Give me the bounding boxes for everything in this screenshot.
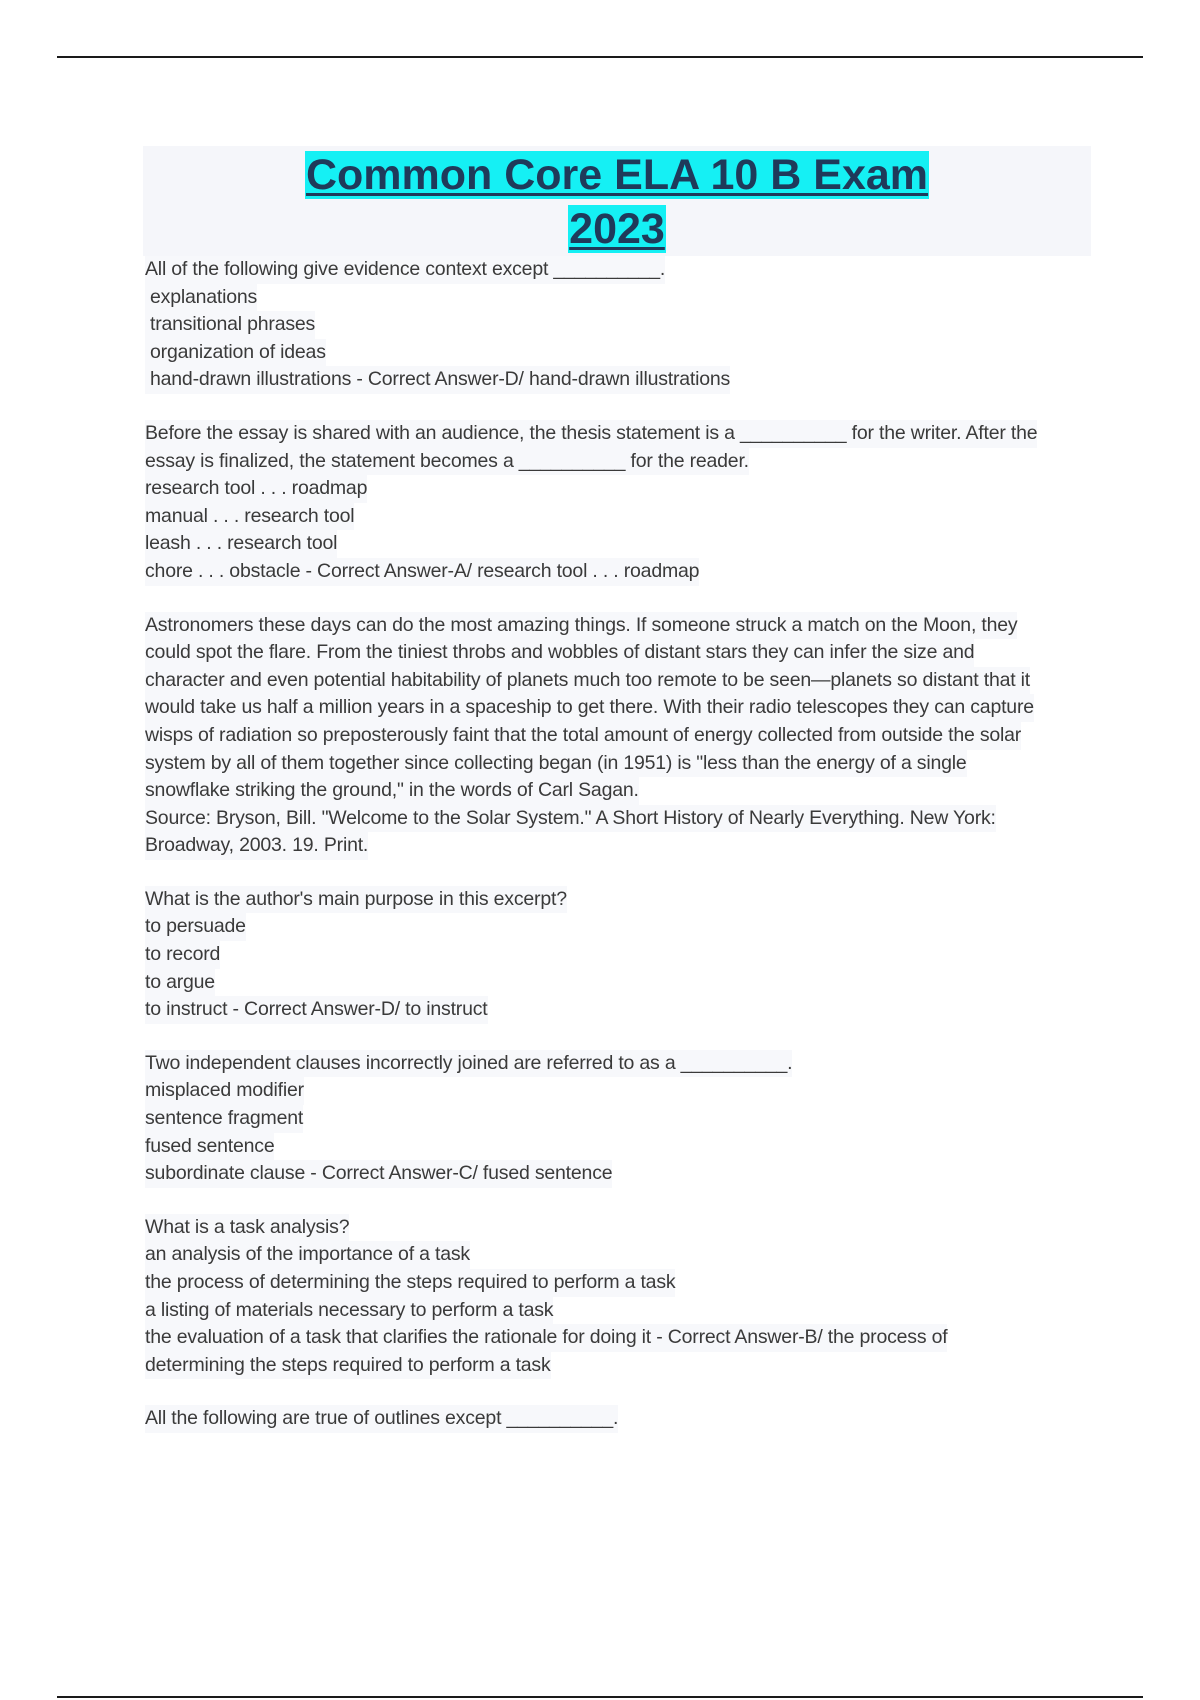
question-block <box>145 1214 1085 1380</box>
question-stem-line: What is a task analysis? <box>145 1214 349 1242</box>
title-line-1: Common Core ELA 10 B Exam <box>305 151 929 199</box>
question-stem-line: All of the following give evidence context except __________. <box>145 256 665 284</box>
question-block <box>145 1405 1085 1433</box>
answer-option: determining the steps required to perform a task <box>145 1352 551 1380</box>
question-stem-line: system by all of them together since collecting began (in 1951) is "less than the energy of a single <box>145 750 967 778</box>
top-rule <box>57 56 1143 58</box>
answer-option: research tool . . . roadmap <box>145 475 367 503</box>
question-stem-line: essay is finalized, the statement becomes a __________ for the reader. <box>145 448 749 476</box>
title-line-2: 2023 <box>569 205 665 253</box>
question-block <box>145 612 1085 860</box>
answer-option: organization of ideas <box>145 339 326 367</box>
question-block <box>145 1050 1085 1188</box>
answer-option: a listing of materials necessary to perform a task <box>145 1297 553 1325</box>
answer-option: to argue <box>145 969 215 997</box>
answer-option: sentence fragment <box>145 1105 303 1133</box>
answer-option: subordinate clause - Correct Answer-C/ fused sentence <box>145 1160 612 1188</box>
question-block <box>145 886 1085 1024</box>
question-stem-line: Broadway, 2003. 19. Print. <box>145 832 368 860</box>
answer-option: chore . . . obstacle - Correct Answer-A/ research tool . . . roadmap <box>145 558 699 586</box>
answer-option: manual . . . research tool <box>145 503 354 531</box>
answer-option: leash . . . research tool <box>145 530 337 558</box>
question-stem-line: What is the author's main purpose in this excerpt? <box>145 886 567 914</box>
question-stem-line: Two independent clauses incorrectly joined are referred to as a __________. <box>145 1050 792 1078</box>
question-stem-line: Before the essay is shared with an audience, the thesis statement is a __________ for the writer. After the <box>145 420 1037 448</box>
question-stem-line: character and even potential habitability of planets much too remote to be seen—planets so distant that it <box>145 667 1030 695</box>
question-stem-line: Astronomers these days can do the most amazing things. If someone struck a match on the Moon, they <box>145 612 1017 640</box>
answer-option: the process of determining the steps required to perform a task <box>145 1269 675 1297</box>
question-block <box>145 420 1085 586</box>
answer-option: an analysis of the importance of a task <box>145 1241 470 1269</box>
question-stem-line: wisps of radiation so preposterously faint that the total amount of energy collected from outside the solar <box>145 722 1021 750</box>
answer-option: transitional phrases <box>145 311 315 339</box>
answer-option: the evaluation of a task that clarifies the rationale for doing it - Correct Answer-B/ the process of <box>145 1324 947 1352</box>
answer-option: fused sentence <box>145 1133 274 1161</box>
question-stem-line: could spot the flare. From the tiniest throbs and wobbles of distant stars they can infer the size and <box>145 639 974 667</box>
answer-option: to persuade <box>145 913 246 941</box>
question-stem-line: snowflake striking the ground," in the words of Carl Sagan. <box>145 777 639 805</box>
answer-option: to record <box>145 941 220 969</box>
document-title <box>143 148 1091 256</box>
answer-option: to instruct - Correct Answer-D/ to instruct <box>145 996 488 1024</box>
answer-option: explanations <box>145 284 257 312</box>
question-list <box>145 256 1085 1459</box>
question-stem-line: Source: Bryson, Bill. "Welcome to the Solar System." A Short History of Nearly Everything. New York: <box>145 805 996 833</box>
answer-option: misplaced modifier <box>145 1077 304 1105</box>
question-stem-line: All the following are true of outlines except __________. <box>145 1405 618 1433</box>
question-block <box>145 256 1085 394</box>
bottom-rule <box>57 1696 1143 1698</box>
question-stem-line: would take us half a million years in a spaceship to get there. With their radio telescopes they can capture <box>145 694 1034 722</box>
answer-option: hand-drawn illustrations - Correct Answer-D/ hand-drawn illustrations <box>145 366 730 394</box>
